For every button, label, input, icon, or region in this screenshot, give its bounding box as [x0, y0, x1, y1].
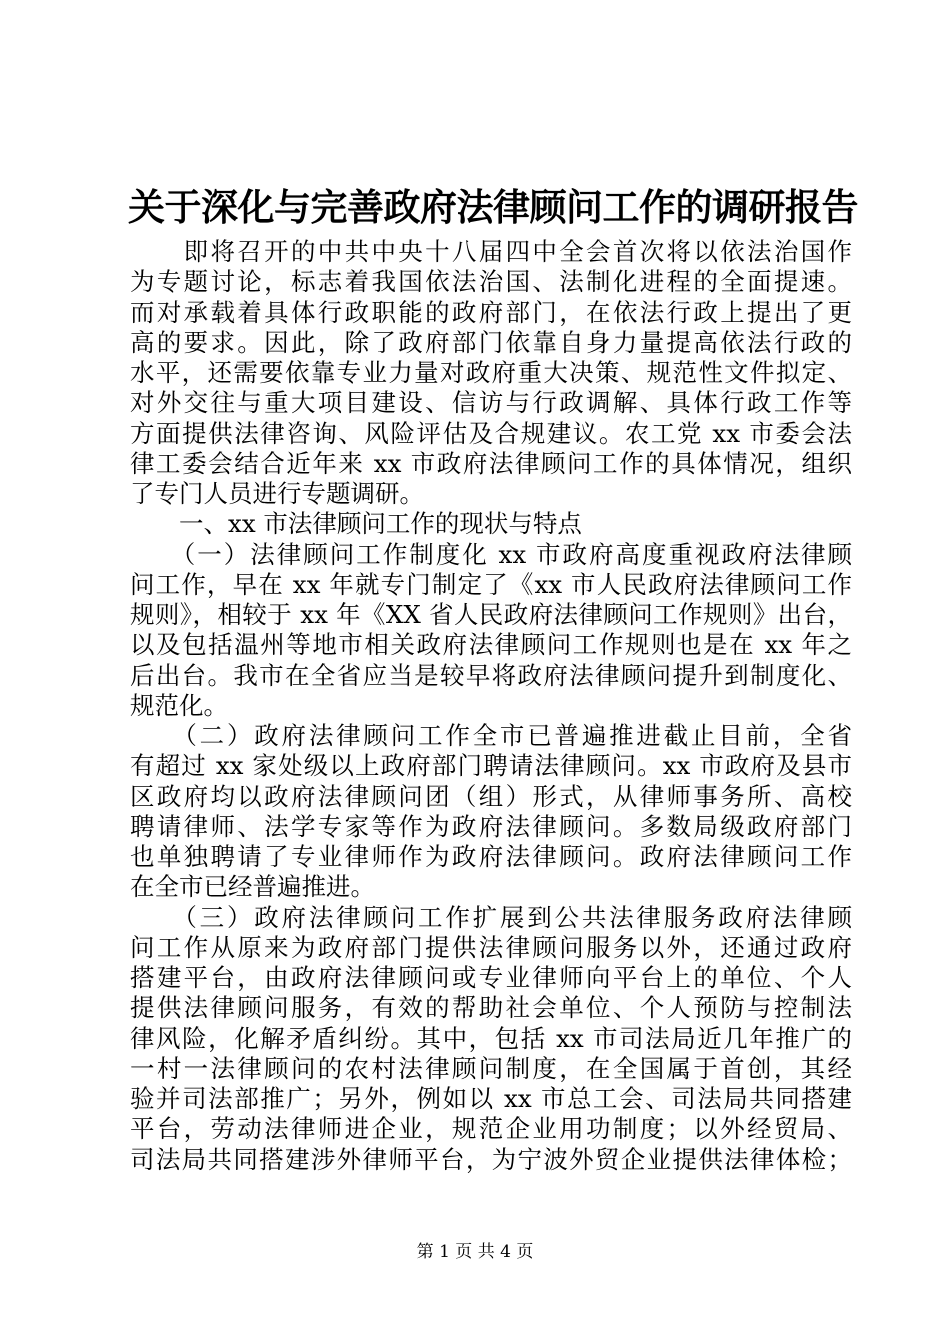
body-line: 方面提供法律咨询、风险评估及合规建议。农工党 xx 市委会法: [130, 418, 852, 448]
body-line: 律风险，化解矛盾纠纷。其中，包括 xx 市司法局近几年推广的: [130, 1023, 852, 1053]
body-line: 以及包括温州等地市相关政府法律顾问工作规则也是在 xx 年之: [130, 630, 852, 660]
body-line: 一、xx 市法律顾问工作的现状与特点: [130, 509, 582, 539]
body-line: （三）政府法律顾问工作扩展到公共法律服务政府法律顾: [130, 902, 852, 932]
body-line: 即将召开的中共中央十八届四中全会首次将以依法治国作: [130, 237, 852, 266]
body-line: 高的要求。因此，除了政府部门依靠自身力量提高依法行政的: [130, 327, 852, 357]
body-line: 提供法律顾问服务，有效的帮助社会单位、个人预防与控制法: [130, 993, 852, 1023]
body-line: 聘请律师、法学专家等作为政府法律顾问。多数局级政府部门: [130, 811, 852, 841]
body-line: 有超过 xx 家处级以上政府部门聘请法律顾问。xx 市政府及县市: [130, 751, 852, 781]
body-line: 问工作从原来为政府部门提供法律顾问服务以外，还通过政府: [130, 932, 852, 962]
body-line: 对外交往与重大项目建设、信访与行政调解、具体行政工作等: [130, 388, 852, 418]
body-line: 规范化。: [130, 690, 228, 720]
body-line: 而对承载着具体行政职能的政府部门，在依法行政上提出了更: [130, 297, 852, 327]
body-line: 搭建平台，由政府法律顾问或专业律师向平台上的单位、个人: [130, 963, 852, 992]
body-line: 了专门人员进行专题调研。: [130, 479, 424, 508]
body-line: 司法局共同搭建涉外律师平台，为宁波外贸企业提供法律体检；: [130, 1144, 852, 1174]
page-footer: 第 1 页 共 4 页: [416, 1242, 534, 1262]
body-line: 律工委会结合近年来 xx 市政府法律顾问工作的具体情况，组织: [130, 448, 852, 478]
body-line: 在全市已经普遍推进。: [130, 872, 375, 902]
body-line: 问工作，早在 xx 年就专门制定了《xx 市人民政府法律顾问工作: [130, 569, 852, 599]
body-line: 平台，劳动法律师进企业，规范企业用功制度；以外经贸局、: [130, 1114, 852, 1144]
body-line: 也单独聘请了专业律师作为政府法律顾问。政府法律顾问工作: [130, 842, 852, 871]
body-line: 规则》，相较于 xx 年《XX 省人民政府法律顾问工作规则》出台，: [130, 600, 852, 629]
body-line: 一村一法律顾问的农村法律顾问制度，在全国属于首创，其经: [130, 1053, 852, 1083]
body-line: （二）政府法律顾问工作全市已普遍推进截止目前，全省: [130, 721, 852, 750]
document-body: [130, 237, 852, 1175]
body-line: 为专题讨论，标志着我国依法治国、法制化进程的全面提速。: [130, 267, 852, 297]
body-line: （一）法律顾问工作制度化 xx 市政府高度重视政府法律顾: [130, 539, 852, 569]
body-line: 后出台。我市在全省应当是较早将政府法律顾问提升到制度化、: [130, 660, 852, 690]
body-line: 区政府均以政府法律顾问团（组）形式，从律师事务所、高校: [130, 781, 852, 811]
body-line: 水平，还需要依靠专业力量对政府重大决策、规范性文件拟定、: [130, 358, 852, 387]
document-title: 关于深化与完善政府法律顾问工作的调研报告: [128, 185, 858, 229]
body-line: 验并司法部推广；另外，例如以 xx 市总工会、司法局共同搭建: [130, 1084, 852, 1113]
